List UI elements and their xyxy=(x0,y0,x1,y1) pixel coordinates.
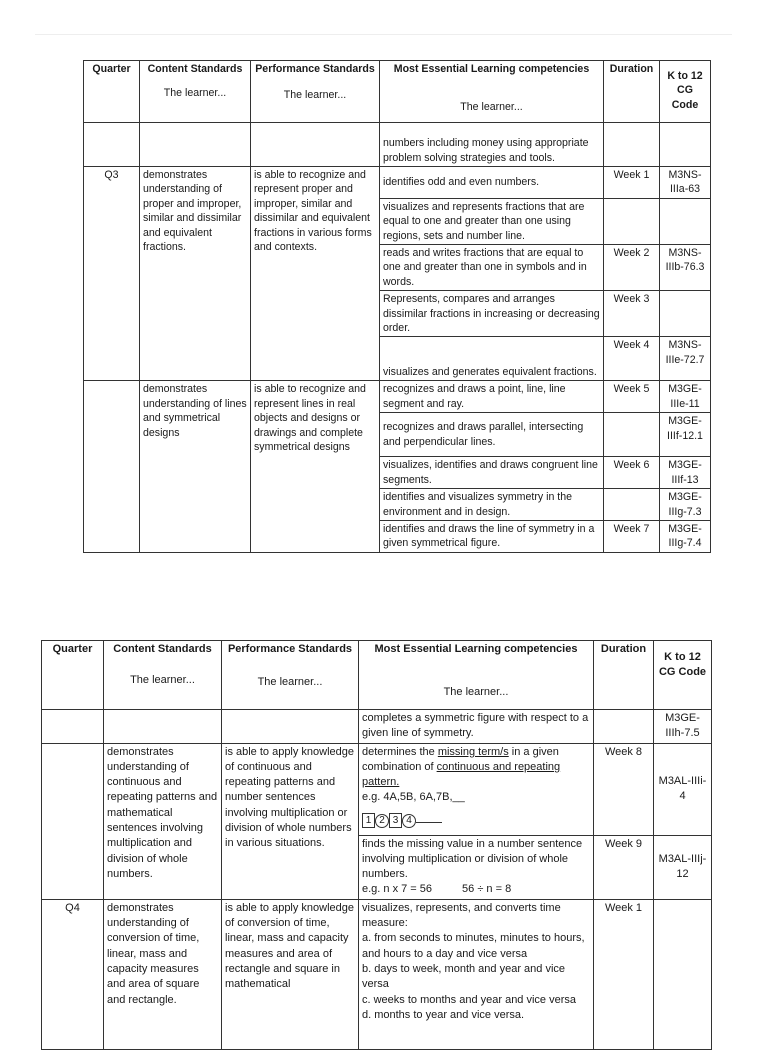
competency-cell: determines the missing term/s in a given combination of continuous and repeating pattern. e.g. 4A,5B, 6A,7B,__ 1 2 3 4 xyxy=(359,743,594,835)
header-competencies: Most Essential Learning competencies The learner... xyxy=(359,641,594,710)
list-item: a. from seconds to minutes, minutes to hours, and hours to a day and vice versa xyxy=(362,932,585,960)
table-row xyxy=(42,743,712,835)
list-item: d. months to year and vice versa. xyxy=(362,1008,525,1021)
list-item: c. weeks to months and year and vice versa xyxy=(362,993,576,1006)
curriculum-table-q4 xyxy=(41,640,712,1050)
content-standard-cell: demonstrates understanding of conversion of time, linear, mass and capacity measures and area of square and rectangle. xyxy=(104,899,222,1049)
curriculum-table-q3 xyxy=(83,60,711,553)
competency-cell: finds the missing value in a number sentence involving multiplication or division of whole numbers. e.g. n x 7 = 56 56 ÷ n = 8 xyxy=(359,835,594,899)
competency-cell: completes a symmetric figure with respect to a given line of symmetry. xyxy=(359,710,594,744)
header-competencies: Most Essential Learning competencies The learner... xyxy=(380,61,604,123)
cg-code-cell: M3AL-IIIi-4 xyxy=(654,743,712,835)
cg-code-cell: M3NS-IIIb-76.3 xyxy=(660,245,711,291)
duration-cell xyxy=(604,198,660,244)
performance-standard-cell: is able to recognize and represent lines in real objects and designs or drawings and complete symmetrical designs xyxy=(251,381,380,552)
cg-code-cell xyxy=(660,198,711,244)
cg-code-cell: M3AL-IIIj-12 xyxy=(654,835,712,899)
cg-code-cell: M3GE-IIIe-11 xyxy=(660,381,711,413)
duration-cell: Week 2 xyxy=(604,245,660,291)
header-quarter: Quarter xyxy=(42,641,104,710)
header-cg-code: K to 12 CG Code xyxy=(654,641,712,710)
duration-cell: Week 3 xyxy=(604,291,660,337)
competency-cell: identifies and draws the line of symmetry in a given symmetrical figure. xyxy=(380,520,604,552)
duration-cell: Week 1 xyxy=(594,899,654,1049)
competency-cell: Represents, compares and arranges dissimilar fractions in increasing or decreasing order. xyxy=(380,291,604,337)
cg-code-cell: M3GE-IIIf-13 xyxy=(660,457,711,489)
competency-cell: visualizes and generates equivalent fractions. xyxy=(380,337,604,381)
list-item: b. days to week, month and year and vice versa xyxy=(362,962,566,991)
table-row xyxy=(84,123,711,167)
cg-code-cell: M3GE-IIIh-7.5 xyxy=(654,710,712,744)
competency-cell: recognizes and draws a point, line, line segment and ray. xyxy=(380,381,604,413)
table-row xyxy=(42,710,712,744)
header-quarter: Quarter xyxy=(84,61,140,123)
header-performance-standards: Performance Standards The learner... xyxy=(222,641,359,710)
duration-cell: Week 8 xyxy=(594,743,654,835)
performance-standard-cell: is able to apply knowledge of conversion of time, linear, mass and capacity measures and area of rectangle and square in mathematical xyxy=(222,899,359,1049)
duration-cell: Week 6 xyxy=(604,457,660,489)
competency-cell: reads and writes fractions that are equal to one and greater than one in symbols and in words. xyxy=(380,245,604,291)
table-row xyxy=(84,167,711,199)
duration-cell: Week 1 xyxy=(604,167,660,199)
competency-cell: identifies and visualizes symmetry in the environment and in design. xyxy=(380,489,604,521)
cg-code-cell: M3GE-IIIf-12.1 xyxy=(660,413,711,457)
cg-code-cell: M3GE-IIIg-7.3 xyxy=(660,489,711,521)
quarter-cell: Q3 xyxy=(84,167,140,381)
competency-cell: numbers including money using appropriate problem solving strategies and tools. xyxy=(380,123,604,167)
performance-standard-cell: is able to apply knowledge of continuous and repeating patterns and number sentences involving multiplication or division of whole numbers in various situations. xyxy=(222,743,359,899)
competency-cell: visualizes and represents fractions that are equal to one and greater than one using regions, sets and number line. xyxy=(380,198,604,244)
content-standard-cell: demonstrates understanding of lines and symmetrical designs xyxy=(140,381,251,552)
table-header-row xyxy=(42,641,712,710)
cg-code-cell: M3NS-IIIa-63 xyxy=(660,167,711,199)
header-duration: Duration xyxy=(594,641,654,710)
header-performance-standards: Performance Standards The learner... xyxy=(251,61,380,123)
duration-cell: Week 9 xyxy=(594,835,654,899)
content-standard-cell: demonstrates understanding of proper and improper, similar and dissimilar and equivalent fractions. xyxy=(140,167,251,381)
cg-code-cell: M3NS-IIIe-72.7 xyxy=(660,337,711,381)
header-duration: Duration xyxy=(604,61,660,123)
cg-code-cell: M3GE-IIIg-7.4 xyxy=(660,520,711,552)
pattern-shapes: 1 2 3 4 xyxy=(362,812,442,828)
table-row xyxy=(42,899,712,1049)
header-cg-code: K to 12 CG Code xyxy=(660,61,711,123)
page-top-rule xyxy=(35,34,732,35)
competency-cell: recognizes and draws parallel, intersecting and perpendicular lines. xyxy=(380,413,604,457)
duration-cell: Week 4 xyxy=(604,337,660,381)
quarter-cell: Q4 xyxy=(42,899,104,1049)
header-content-standards: Content Standards The learner... xyxy=(104,641,222,710)
competency-cell: visualizes, represents, and converts time measure: a. from seconds to minutes, minutes to hours, and hours to a day and vice versa b. days to week, month and year and vice versa c. weeks to months and year and vice versa d. months to year and vice versa. xyxy=(359,899,594,1049)
competency-cell: identifies odd and even numbers. xyxy=(380,167,604,199)
duration-cell: Week 7 xyxy=(604,520,660,552)
performance-standard-cell: is able to recognize and represent proper and improper, similar and dissimilar and equivalent fractions in various forms and contexts. xyxy=(251,167,380,381)
competency-cell: visualizes, identifies and draws congruent line segments. xyxy=(380,457,604,489)
cg-code-cell xyxy=(660,291,711,337)
duration-cell xyxy=(604,413,660,457)
duration-cell: Week 5 xyxy=(604,381,660,413)
table-row xyxy=(84,381,711,413)
content-standard-cell: demonstrates understanding of continuous and repeating patterns and mathematical sentences involving multiplication and division of whole numbers. xyxy=(104,743,222,899)
duration-cell xyxy=(604,489,660,521)
header-content-standards: Content Standards The learner... xyxy=(140,61,251,123)
table-header-row xyxy=(84,61,711,123)
